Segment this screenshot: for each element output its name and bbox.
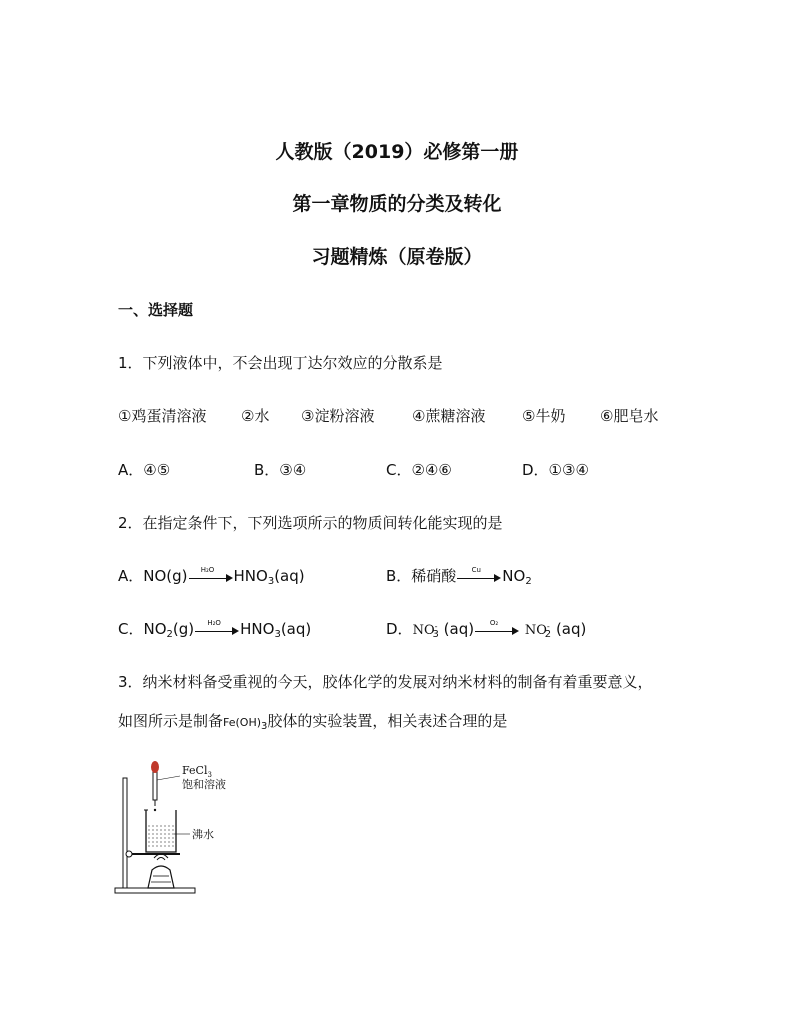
subscript: 3	[267, 576, 275, 587]
state: (aq)	[443, 620, 475, 638]
arrow-condition: O₂	[489, 618, 499, 627]
arrow-condition: H₂O	[200, 565, 215, 574]
product: NO	[502, 567, 526, 585]
state: (aq)	[274, 567, 305, 585]
product: HNO	[240, 620, 275, 638]
charge: -	[546, 622, 550, 631]
q2-option-d[interactable]	[386, 618, 586, 639]
chem-formula: Fe(OH)	[223, 716, 262, 729]
doc-title: 人教版（2019）必修第一册	[275, 141, 519, 163]
q1-option-c[interactable]: C．②④⑥	[386, 461, 452, 479]
fecl3-label: FeCl$_3$	[182, 764, 212, 779]
charge: -	[434, 622, 438, 631]
reaction-arrow-icon	[195, 618, 239, 637]
subscript: 2	[544, 629, 552, 640]
q1-option-b[interactable]: B．③④	[254, 461, 307, 479]
reactant: C．NO	[118, 620, 167, 638]
chapter-title: 第一章物质的分类及转化	[292, 193, 502, 215]
product: HNO	[233, 567, 268, 585]
q1-item: ①鸡蛋清溶液	[118, 407, 207, 425]
q1-option-d[interactable]: D．①③④	[522, 461, 589, 479]
section-heading: 一、选择题	[118, 301, 194, 319]
subscript: 3	[274, 629, 281, 640]
saturated-solution-label: 饱和溶液	[182, 778, 226, 791]
boiling-water-label: 沸水	[192, 828, 214, 841]
nitrate-ion: NO	[412, 623, 435, 638]
q1-item: ④蔗糖溶液	[412, 407, 486, 425]
subscript: 3	[261, 721, 268, 732]
q1-option-a[interactable]: A．④⑤	[118, 461, 171, 479]
q3-stem-line2	[118, 710, 507, 731]
subscript: 3	[432, 629, 439, 640]
reactant: A．NO(g)	[118, 567, 188, 585]
q3-stem-line1: 3．纳米材料备受重视的今天，胶体化学的发展对纳米材料的制备有着重要意义，	[118, 673, 653, 691]
state: (g)	[172, 620, 195, 638]
reaction-arrow-icon	[189, 565, 233, 584]
q2-option-c[interactable]	[118, 618, 311, 639]
q3-text: 如图所示是制备	[118, 712, 224, 730]
q1-item: ②水	[241, 407, 270, 425]
nitrite-ion: NO	[524, 623, 547, 638]
q1-item: ⑤牛奶	[522, 407, 566, 425]
q1-item: ⑥肥皂水	[600, 407, 659, 425]
q2-option-a[interactable]	[118, 565, 305, 586]
reaction-arrow-icon	[457, 565, 501, 584]
subscript: 2	[166, 629, 173, 640]
arrow-condition: Cu	[471, 565, 481, 574]
state: (aq)	[555, 620, 587, 638]
q2-option-b[interactable]	[386, 565, 532, 586]
q2-stem: 2．在指定条件下，下列选项所示的物质间转化能实现的是	[118, 514, 503, 532]
arrow-condition: H₂O	[207, 618, 221, 627]
q1-item: ③淀粉溶液	[301, 407, 375, 425]
q3-text: 胶体的实验装置，相关表述合理的是	[267, 712, 508, 730]
subscript: 2	[525, 576, 532, 587]
reaction-arrow-icon	[475, 618, 519, 637]
q1-stem: 1．下列液体中，不会出现丁达尔效应的分散系是	[118, 354, 443, 372]
reactant: B．稀硝酸	[386, 567, 457, 585]
colloid-apparatus-figure	[110, 758, 250, 898]
subtitle: 习题精炼（原卷版）	[311, 246, 483, 268]
option-letter: D．	[386, 620, 413, 638]
state: (aq)	[280, 620, 312, 638]
